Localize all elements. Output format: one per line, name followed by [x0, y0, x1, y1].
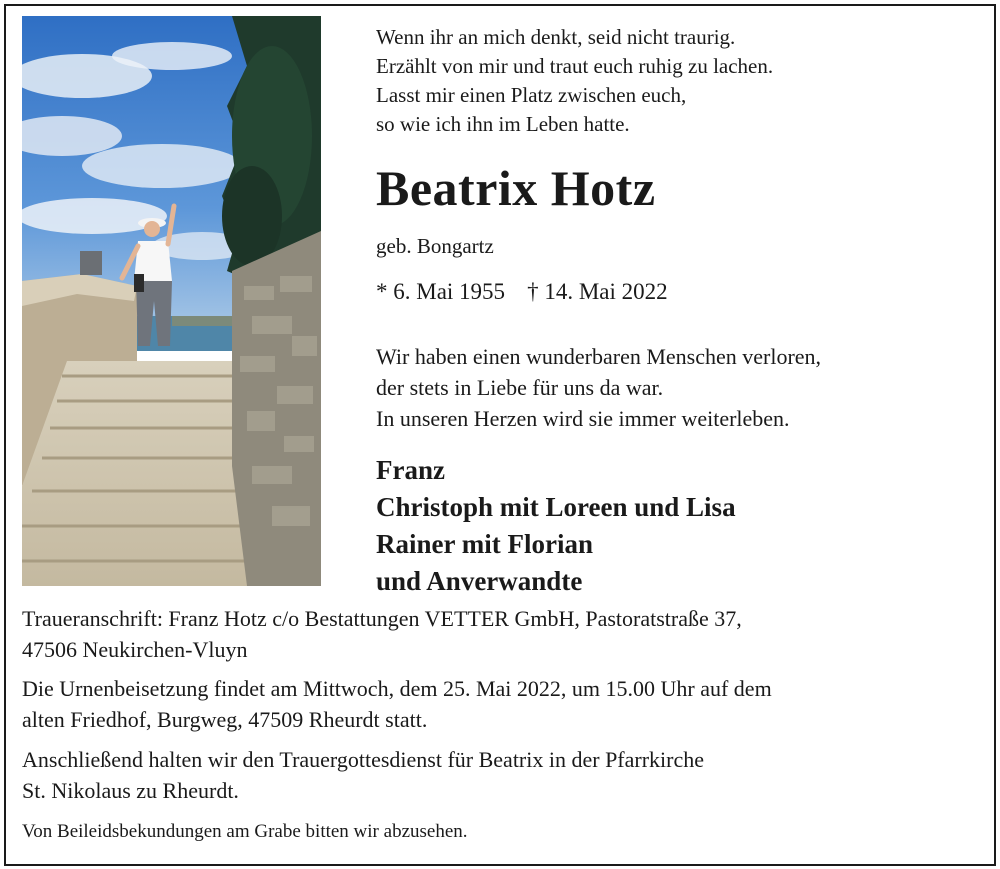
tribute-line: Wir haben einen wunderbaren Menschen verloren, — [376, 344, 822, 369]
poem-line: Wenn ihr an mich denkt, seid nicht traurig. — [376, 25, 736, 49]
service-line: Anschließend halten wir den Trauergottesdienst für Beatrix in der Pfarrkirche — [22, 747, 705, 772]
mourner-line: und Anverwandte — [376, 566, 583, 596]
service-notice — [22, 744, 972, 806]
death-date: † 14. Mai 2022 — [527, 279, 668, 304]
burial-line: Die Urnenbeisetzung findet am Mittwoch, dem 25. Mai 2022, um 15.00 Uhr auf dem — [22, 676, 772, 701]
maiden-name: geb. Bongartz — [376, 234, 494, 258]
tribute-line: der stets in Liebe für uns da war. — [376, 375, 664, 400]
condolence-note: Von Beileidsbekundungen am Grabe bitten wir abzusehen. — [22, 821, 468, 842]
life-dates — [376, 277, 668, 307]
mourning-address — [22, 603, 972, 665]
mourners-list — [376, 452, 736, 600]
mourner-line: Christoph mit Loreen und Lisa — [376, 492, 736, 522]
portrait-photo — [22, 16, 321, 586]
burial-notice — [22, 673, 972, 735]
poem-line: Lasst mir einen Platz zwischen euch, — [376, 83, 687, 107]
address-line: 47506 Neukirchen-Vluyn — [22, 637, 248, 662]
poem-line: Erzählt von mir und traut euch ruhig zu lachen. — [376, 54, 774, 78]
tribute-text — [376, 341, 821, 434]
poem-line: so wie ich ihn im Leben hatte. — [376, 112, 630, 136]
mourner-line: Franz — [376, 455, 445, 485]
birth-date: * 6. Mai 1955 — [376, 279, 506, 304]
address-line: Traueranschrift: Franz Hotz c/o Bestattungen VETTER GmbH, Pastoratstraße 37, — [22, 606, 742, 631]
burial-line: alten Friedhof, Burgweg, 47509 Rheurdt statt. — [22, 707, 428, 732]
mourner-line: Rainer mit Florian — [376, 529, 593, 559]
tribute-line: In unseren Herzen wird sie immer weiterleben. — [376, 406, 790, 431]
poem — [376, 23, 773, 139]
deceased-name: Beatrix Hotz — [376, 160, 656, 216]
service-line: St. Nikolaus zu Rheurdt. — [22, 778, 239, 803]
